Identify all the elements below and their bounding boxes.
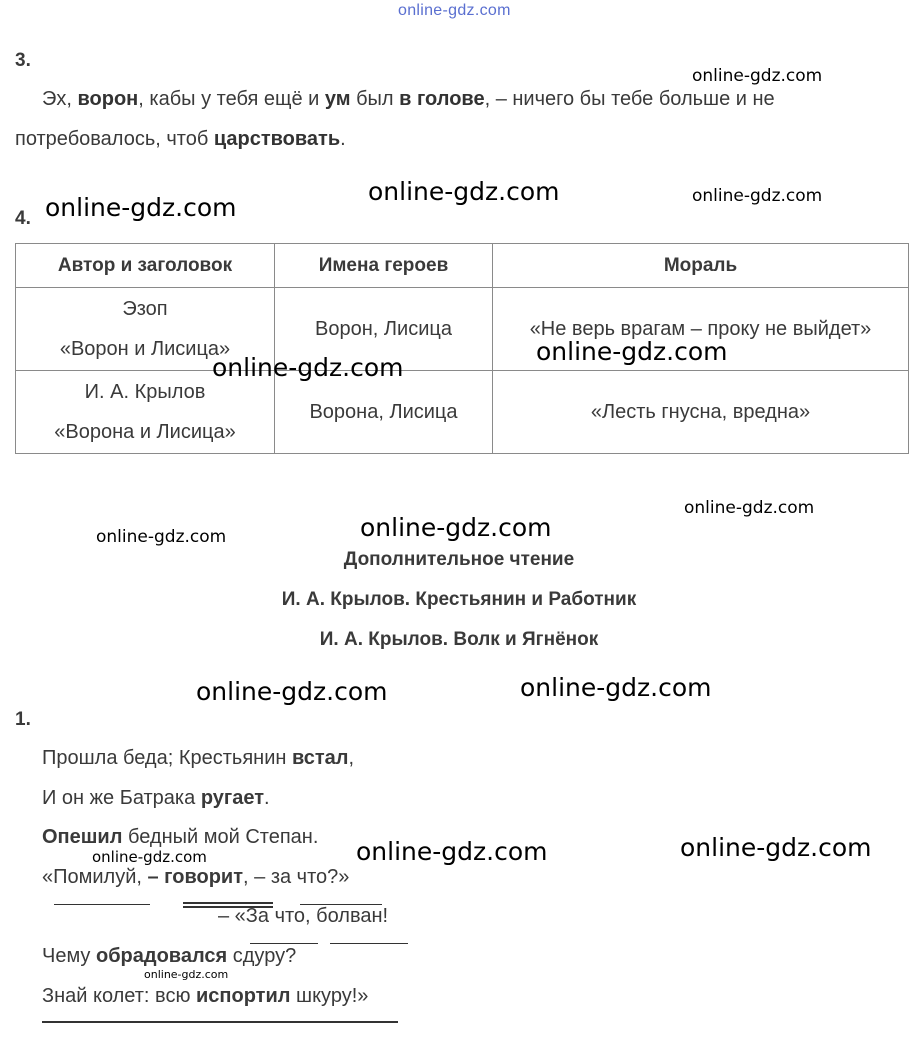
poem-line-5 (218, 905, 388, 928)
text: , – ничего бы тебе больше и не (484, 88, 775, 110)
text: , (348, 747, 355, 769)
bold-word: ругает (200, 787, 264, 809)
watermark: online-gdz.com (692, 186, 823, 206)
text: был (350, 88, 400, 110)
watermark: online-gdz.com (356, 837, 548, 866)
author-name: И. А. Крылов (84, 381, 206, 403)
bold-word: царствовать (213, 128, 341, 150)
table-row (16, 371, 909, 454)
watermark: online-gdz.com (692, 66, 823, 86)
task-3-line-1 (42, 88, 775, 111)
poem-line-6 (42, 945, 296, 968)
bold-word: Опешил (42, 826, 123, 848)
predicate-underline (183, 902, 273, 904)
text: Эх, (42, 88, 78, 110)
text: бедный мой Степан. (122, 826, 319, 848)
text: , – за что?» (243, 866, 350, 888)
bold-word: ум (324, 88, 351, 110)
header-heroes: Имена героев (275, 244, 493, 288)
poem-line-7 (42, 985, 368, 1008)
watermark: online-gdz.com (360, 513, 552, 542)
object-underline (330, 943, 408, 944)
text: шкуру!» (290, 985, 369, 1007)
cell-heroes: Ворон, Лисица (275, 288, 493, 371)
text: – «За что, болван! (218, 905, 389, 927)
object-underline (250, 943, 318, 944)
section-heading: Дополнительное чтение (343, 549, 575, 570)
text: Знай колет: всю (42, 985, 196, 1007)
author-name: Эзоп (122, 298, 168, 320)
text: , кабы у тебя ещё и (138, 88, 325, 110)
sentence-underline (42, 1021, 398, 1023)
bold-word: – говорит (147, 866, 244, 888)
text: потребовалось, чтоб (15, 128, 214, 150)
task-3-line-2 (15, 128, 346, 151)
poem-line-2 (42, 787, 270, 810)
watermark: online-gdz.com (196, 677, 388, 706)
text: . (340, 128, 346, 150)
text: сдуру? (227, 945, 297, 967)
cell-heroes: Ворона, Лисица (275, 371, 493, 454)
text: Прошла беда; Крестьянин (42, 747, 292, 769)
cell-author (16, 371, 275, 454)
watermark: online-gdz.com (144, 968, 229, 981)
task-3-number: 3. (15, 50, 31, 71)
watermark: online-gdz.com (520, 673, 712, 702)
bold-word: ворон (77, 88, 139, 110)
bold-word: встал (291, 747, 349, 769)
text: «Помилуй, (42, 866, 148, 888)
watermark-top: online-gdz.com (398, 2, 511, 19)
watermark: online-gdz.com (92, 848, 207, 866)
predicate-underline (183, 906, 273, 908)
text: Чему (42, 945, 96, 967)
work-title-2: И. А. Крылов. Волк и Ягнёнок (319, 629, 599, 650)
text: . (264, 787, 270, 809)
task-4-number: 4. (15, 208, 31, 229)
watermark: online-gdz.com (368, 177, 560, 206)
fable-title: «Ворона и Лисица» (54, 421, 236, 443)
object-underline (300, 904, 382, 905)
bold-word: обрадовался (95, 945, 228, 967)
fable-title: «Ворон и Лисица» (59, 338, 231, 360)
bold-word: испортил (196, 985, 291, 1007)
watermark: online-gdz.com (212, 353, 404, 382)
cell-moral: «Лесть гнусна, вредна» (493, 371, 909, 454)
header-moral: Мораль (493, 244, 909, 288)
task-1-number: 1. (15, 709, 31, 730)
cell-moral: «Не верь врагам – проку не выйдет» (493, 288, 909, 371)
bold-word: в голове (399, 88, 485, 110)
watermark: online-gdz.com (96, 527, 227, 547)
poem-line-3 (42, 826, 318, 849)
text: И он же Батрака (42, 787, 201, 809)
subject-underline (54, 904, 150, 905)
watermark: online-gdz.com (684, 498, 815, 518)
fable-table (15, 243, 909, 454)
watermark: online-gdz.com (680, 833, 872, 862)
table-row (16, 288, 909, 371)
watermark: online-gdz.com (536, 337, 728, 366)
poem-line-4 (42, 866, 349, 889)
watermark: online-gdz.com (45, 193, 237, 222)
work-title-1: И. А. Крылов. Крестьянин и Работник (281, 589, 637, 610)
table-header-row (16, 244, 909, 288)
poem-line-1 (42, 747, 354, 770)
header-author: Автор и заголовок (16, 244, 275, 288)
